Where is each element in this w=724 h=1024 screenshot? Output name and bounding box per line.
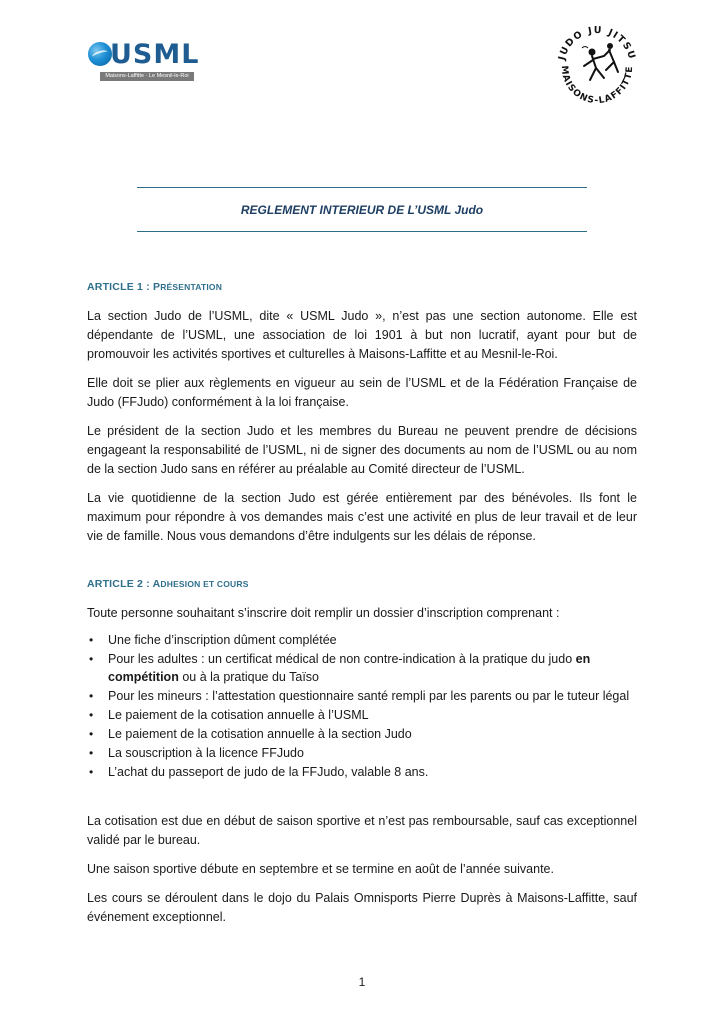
globe-icon <box>88 42 112 66</box>
article-2-paragraph: Une saison sportive débute en septembre et se termine en août de l’année suivante. <box>87 862 554 876</box>
document-title: REGLEMENT INTERIEUR DE L’USML Judo <box>240 203 484 217</box>
list-item: • Une fiche d’inscription dûment complétée <box>87 631 637 649</box>
list-item: • Le paiement de la cotisation annuelle à la section Judo <box>87 725 637 743</box>
svg-text:MAISONS-LAFFITTE: MAISONS-LAFFITTE <box>558 65 636 107</box>
list-item: • Le paiement de la cotisation annuelle à l’USML <box>87 706 637 724</box>
list-item: • Pour les mineurs : l’attestation questionnaire santé rempli par les parents ou par le tuteur légal <box>87 687 637 705</box>
article-1-paragraph: Le président de la section Judo et les membres du Bureau ne peuvent prendre de décisions engageant la responsabilité de l’USML, ni de signer des documents au nom de l’USML ou au nom de la section Judo sans en référer au préalable au Comité directeur de l’USML. <box>87 424 637 476</box>
list-item: • La souscription à la licence FFJudo <box>87 744 637 762</box>
usml-logo-text: USML <box>110 39 200 70</box>
document-body <box>87 281 637 937</box>
usml-logo <box>86 40 198 82</box>
article-1-paragraph: Elle doit se plier aux règlements en vigueur au sein de l’USML et de la Fédération Française de Judo (FFJudo) conformément à la loi française. <box>87 376 637 409</box>
list-item-bold: en compétition <box>108 652 591 684</box>
list-item <box>87 650 637 686</box>
usml-logo-subtitle: Maisons-Laffitte · Le Mesnil-le-Roi <box>100 72 194 81</box>
title-bottom-rule <box>137 231 587 232</box>
title-top-rule <box>137 187 587 188</box>
article-1-paragraph: La section Judo de l’USML, dite « USML Judo », n’est pas une section autonome. Elle est dépendante de l’USML, une association de loi 1901 à but non lucratif, ayant pour but de promouvoir les activités sportives et culturelles à Maisons-Laffitte et au Mesnil-le-Roi. <box>87 309 637 361</box>
article-2-paragraph: Les cours se déroulent dans le dojo du Palais Omnisports Pierre Duprès à Maisons-Laffitte, sauf événement exceptionnel. <box>87 891 637 924</box>
judo-club-logo <box>552 22 642 108</box>
page-number: 1 <box>358 975 366 989</box>
article-2-heading-prefix: ARTICLE 2 : A <box>87 578 161 590</box>
article-2-intro: Toute personne souhaitant s’inscrire doit remplir un dossier d’inscription comprenant : <box>87 606 560 620</box>
article-2-paragraph: La cotisation est due en début de saison sportive et n’est pas remboursable, sauf cas exceptionnel validé par le bureau. <box>87 814 637 847</box>
list-item: • L’achat du passeport de judo de la FFJudo, valable 8 ans. <box>87 763 637 781</box>
article-1-heading <box>87 281 637 293</box>
article-1-heading-rest: RÉSENTATION <box>160 282 223 292</box>
article-1-heading-prefix: ARTICLE 1 : P <box>87 281 161 293</box>
article-2-heading-rest: DHESION ET COURS <box>160 579 249 589</box>
svg-text:JUDO JU JITSU: JUDO JU JITSU <box>556 24 638 62</box>
requirements-list <box>87 631 637 781</box>
article-2-heading <box>87 578 637 590</box>
article-1-paragraph: La vie quotidienne de la section Judo est gérée entièrement par des bénévoles. Ils font le maximum pour répondre à vos demandes mais c’est une activité en plus de leur travail et de leur vie de famille. Nous vous demandons d’être indulgents sur les délais de réponse. <box>87 491 637 543</box>
list-item-text: Pour les adultes : un certificat médical de non contre-indication à la pratique du judo <box>108 652 576 666</box>
list-item-tail: ou à la pratique du Taïso <box>178 670 319 684</box>
